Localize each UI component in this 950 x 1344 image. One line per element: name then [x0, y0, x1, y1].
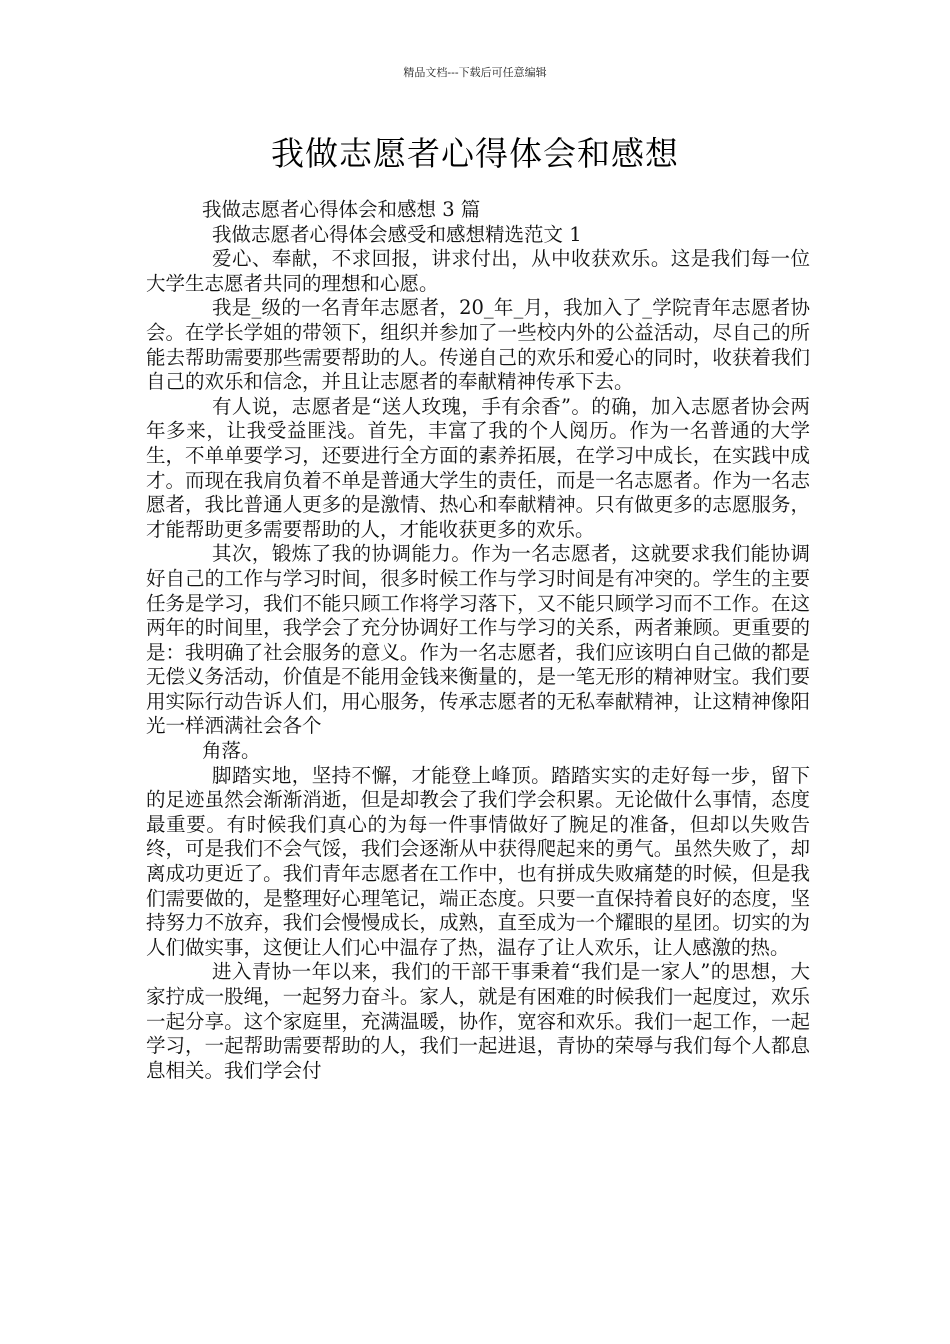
paragraph: 我是_级的一名青年志愿者，20_年_月，我加入了_学院青年志愿者协会。在学长学姐的带领下，组织并参加了一些校内外的公益活动，尽自己的所能去帮助需要那些需要帮助的人。传递自己的欢乐和爱心的同时，收获着我们自己的欢乐和信念，并且让志愿者的奉献精神传承下去。 — [146, 296, 810, 394]
paragraph: 进入青协一年以来，我们的干部干事秉着“我们是一家人”的思想，大家拧成一股绳，一起努力奋斗。家人，就是有困难的时候我们一起度过，欢乐一起分享。这个家庭里，充满温暖，协作，宽容和欢乐。我们一起工作，一起学习，一起帮助需要帮助的人，我们一起进退，青协的荣辱与我们每个人都息息相关。我们学会付 — [146, 960, 810, 1082]
paragraph: 爱心、奉献，不求回报，讲求付出，从中收获欢乐。这是我们每一位大学生志愿者共同的理想和心愿。 — [146, 247, 810, 295]
subheading-line: 我做志愿者心得体会感受和感想精选范文 1 — [212, 222, 582, 246]
paragraph: 有人说，志愿者是“送人玫瑰，手有余香”。的确，加入志愿者协会两年多来，让我受益匪浅。首先，丰富了我的个人阅历。作为一名普通的大学生，不单单要学习，还要进行全方面的素养拓展，在学习中成长，在实践中成才。而现在我肩负着不单是普通大学生的责任，而是一名志愿者。作为一名志愿者，我比普通人更多的是激情、热心和奉献精神。只有做更多的志愿服务，才能帮助更多需要帮助的人，才能收获更多的欢乐。 — [146, 394, 810, 541]
subtitle-line: 我做志愿者心得体会和感想 3 篇 — [202, 198, 481, 221]
paragraph: 其次，锻炼了我的协调能力。作为一名志愿者，这就要求我们能协调好自己的工作与学习时间，很多时候工作与学习时间是有冲突的。学生的主要任务是学习，我们不能只顾工作将学习落下，又不能只顾学习而不工作。在这两年的时间里，我学会了充分协调好工作与学习的关系，两者兼顾。更重要的是：我明确了社会服务的意义。作为一名志愿者，我们应该明白自己做的都是无偿义务活动，价值是不能用金钱来衡量的，是一笔无形的精神财宝。我们要用实际行动告诉人们，用心服务，传承志愿者的无私奉献精神，让这精神像阳光一样洒满社会各个 — [146, 542, 810, 738]
document-title: 我做志愿者心得体会和感想 — [271, 134, 679, 173]
page-header: 精品文档---下载后可任意编辑 — [403, 66, 547, 79]
paragraph: 脚踏实地，坚持不懈，才能登上峰顶。踏踏实实的走好每一步，留下的足迹虽然会渐渐消逝，但是却教会了我们学会积累。无论做什么事情，态度最重要。有时候我们真心的为每一件事情做好了腕足的准备，但却以失败告终，可是我们不会气馁，我们会逐渐从中获得爬起来的勇气。虽然失败了，却离成功更近了。我们青年志愿者在工作中，也有拼成失败痛楚的时候，但是我们需要做的，是整理好心理笔记，端正态度。只要一直保持着良好的态度，坚持努力不放弃，我们会慢慢成长，成熟，直至成为一个耀眼的星团。切实的为人们做实事，这便让人们心中温存了热，温存了让人欢乐，让人感激的热。 — [146, 763, 810, 959]
document-body — [146, 198, 810, 1083]
paragraph-continuation: 角落。 — [202, 739, 261, 763]
